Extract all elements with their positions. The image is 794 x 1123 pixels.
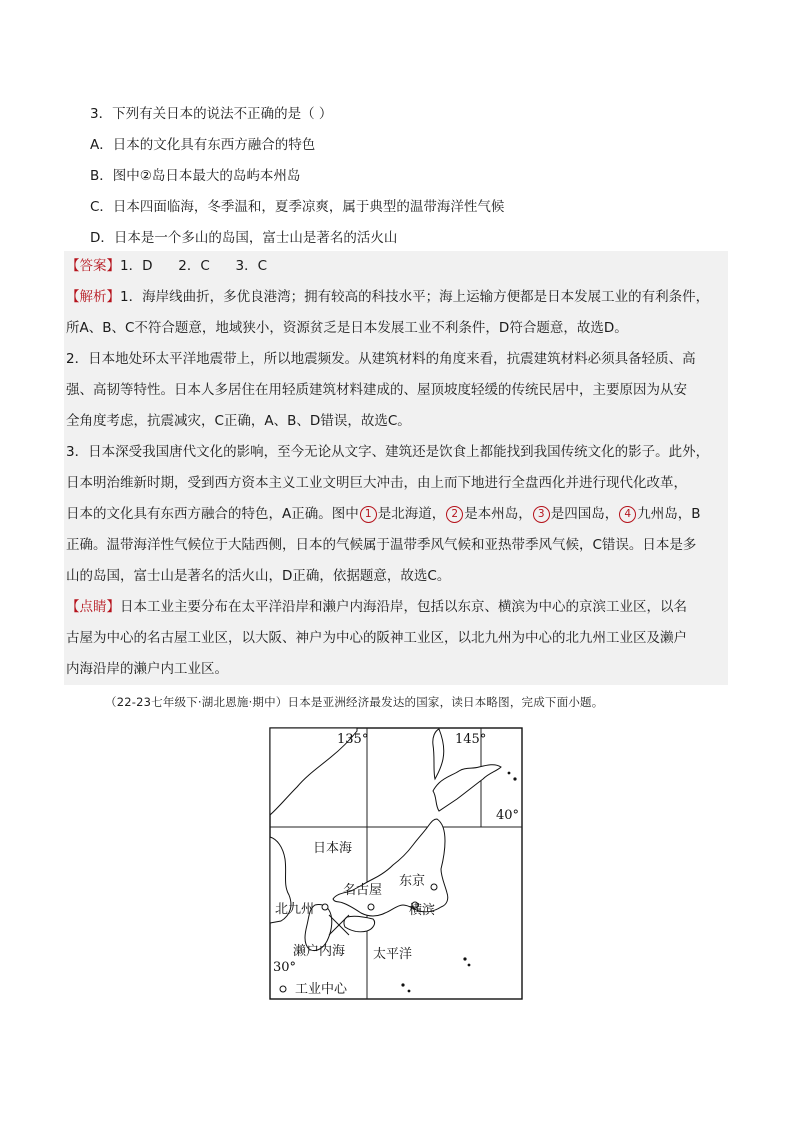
- island-dot: [508, 772, 511, 775]
- question-stem: 3．下列有关日本的说法不正确的是（ ）: [90, 106, 333, 122]
- label-tokyo: 东京: [399, 874, 426, 889]
- answer-tag: 【答案】: [66, 258, 120, 274]
- island-dot: [468, 964, 471, 967]
- question-3: [90, 99, 504, 254]
- legend-label: 工业中心: [295, 982, 348, 997]
- label-135: 135°: [337, 732, 369, 747]
- label-seto: 濑户内海: [293, 944, 346, 959]
- circled-number-1: 1: [360, 506, 377, 523]
- answer-text: 1．D 2．C 3．C: [120, 258, 268, 274]
- island-dot: [463, 957, 466, 960]
- analysis-line-10: 山的岛国，富士山是著名的活火山，D正确，依据题意，故选C。: [66, 568, 451, 584]
- answer-panel: [64, 251, 728, 685]
- label-145: 145°: [455, 732, 487, 747]
- island-dot: [513, 777, 516, 780]
- source-line: （22-23七年级下·湖北恩施·期中）日本是亚洲经济最发达的国家，读日本略图，完成下面小题。: [105, 695, 604, 709]
- comment-line-3: 内海沿岸的濑户内工业区。: [66, 661, 228, 677]
- comment-line-2: 古屋为中心的名古屋工业区，以大阪、神户为中心的阪神工业区，以北九州为中心的北九州工业区及濑户: [66, 630, 687, 646]
- japan-map: [269, 727, 523, 1001]
- analysis-line-4: 强、高韧等特性。日本人多居住在用轻质建筑材料建成的、屋顶坡度轻缓的传统民居中，主要原因为从安: [66, 382, 687, 398]
- option-d: D．日本是一个多山的岛国，富士山是著名的活火山: [90, 230, 398, 246]
- option-b: B．图中②岛日本最大的岛屿本州岛: [90, 168, 301, 184]
- analysis-line-7: 日本明治维新时期，受到西方资本主义工业文明巨大冲击，由上而下地进行全盘西化并进行现代化改革，: [66, 475, 687, 491]
- analysis-line-1: 【解析】1．海岸线曲折，多优良港湾；拥有较高的科技水平；海上运输方便都是日本发展工业的有利条件，: [66, 289, 710, 305]
- analysis-tag: 【解析】: [66, 289, 120, 305]
- island-dot: [408, 990, 411, 993]
- tokyo-center-marker: [431, 884, 437, 890]
- analysis-line-5: 全角度考虑，抗震减灾，C正确，A、B、D错误，故选C。: [66, 413, 411, 429]
- label-nagoya: 名古屋: [343, 883, 383, 898]
- answer-line: [64, 251, 728, 282]
- circled-number-4: 4: [619, 506, 636, 523]
- comment-line-1: 【点睛】日本工业主要分布在太平洋沿岸和濑户内海沿岸，包括以东京、横滨为中心的京滨工业区，以名: [66, 599, 687, 615]
- analysis-line-9: 正确。温带海洋性气候位于大陆西侧，日本的气候属于温带季风气候和亚热带季风气候，C错误。日本是多: [66, 537, 697, 553]
- nagoya-center-marker: [368, 904, 374, 910]
- analysis-line-8: 日本的文化具有东西方融合的特色，A正确。图中 1 是北海道， 2 是本州岛， 3 是四国岛， 4 九州岛，B: [66, 506, 701, 522]
- analysis-line-3: 2．日本地处环太平洋地震带上，所以地震频发。从建筑材料的角度来看，抗震建筑材料必须具备轻质、高: [66, 351, 696, 367]
- legend-marker: [280, 986, 286, 992]
- kitakyushu-center-marker: [322, 904, 328, 910]
- island-dot: [401, 983, 404, 986]
- circled-number-3: 3: [533, 506, 550, 523]
- shikoku-island: [344, 916, 375, 932]
- label-30: 30°: [273, 960, 297, 975]
- label-kitakyushu: 北九州: [275, 902, 315, 917]
- label-pacific: 太平洋: [373, 947, 413, 962]
- analysis-line-2: 所A、B、C不符合题意，地域狭小，资源贫乏是日本发展工业不利条件，D符合题意，故选D。: [66, 320, 628, 336]
- analysis-line-6: 3．日本深受我国唐代文化的影响，至今无论从文字、建筑还是饮食上都能找到我国传统文化的影子。此外，: [66, 444, 710, 460]
- option-c: C．日本四面临海，冬季温和，夏季凉爽，属于典型的温带海洋性气候: [90, 199, 505, 215]
- comment-tag: 【点睛】: [66, 599, 120, 615]
- label-yokohama: 横滨: [409, 903, 436, 918]
- circled-number-2: 2: [446, 506, 463, 523]
- label-40: 40°: [496, 808, 520, 823]
- option-a: A．日本的文化具有东西方融合的特色: [90, 137, 316, 153]
- label-sea-of-japan: 日本海: [313, 841, 353, 856]
